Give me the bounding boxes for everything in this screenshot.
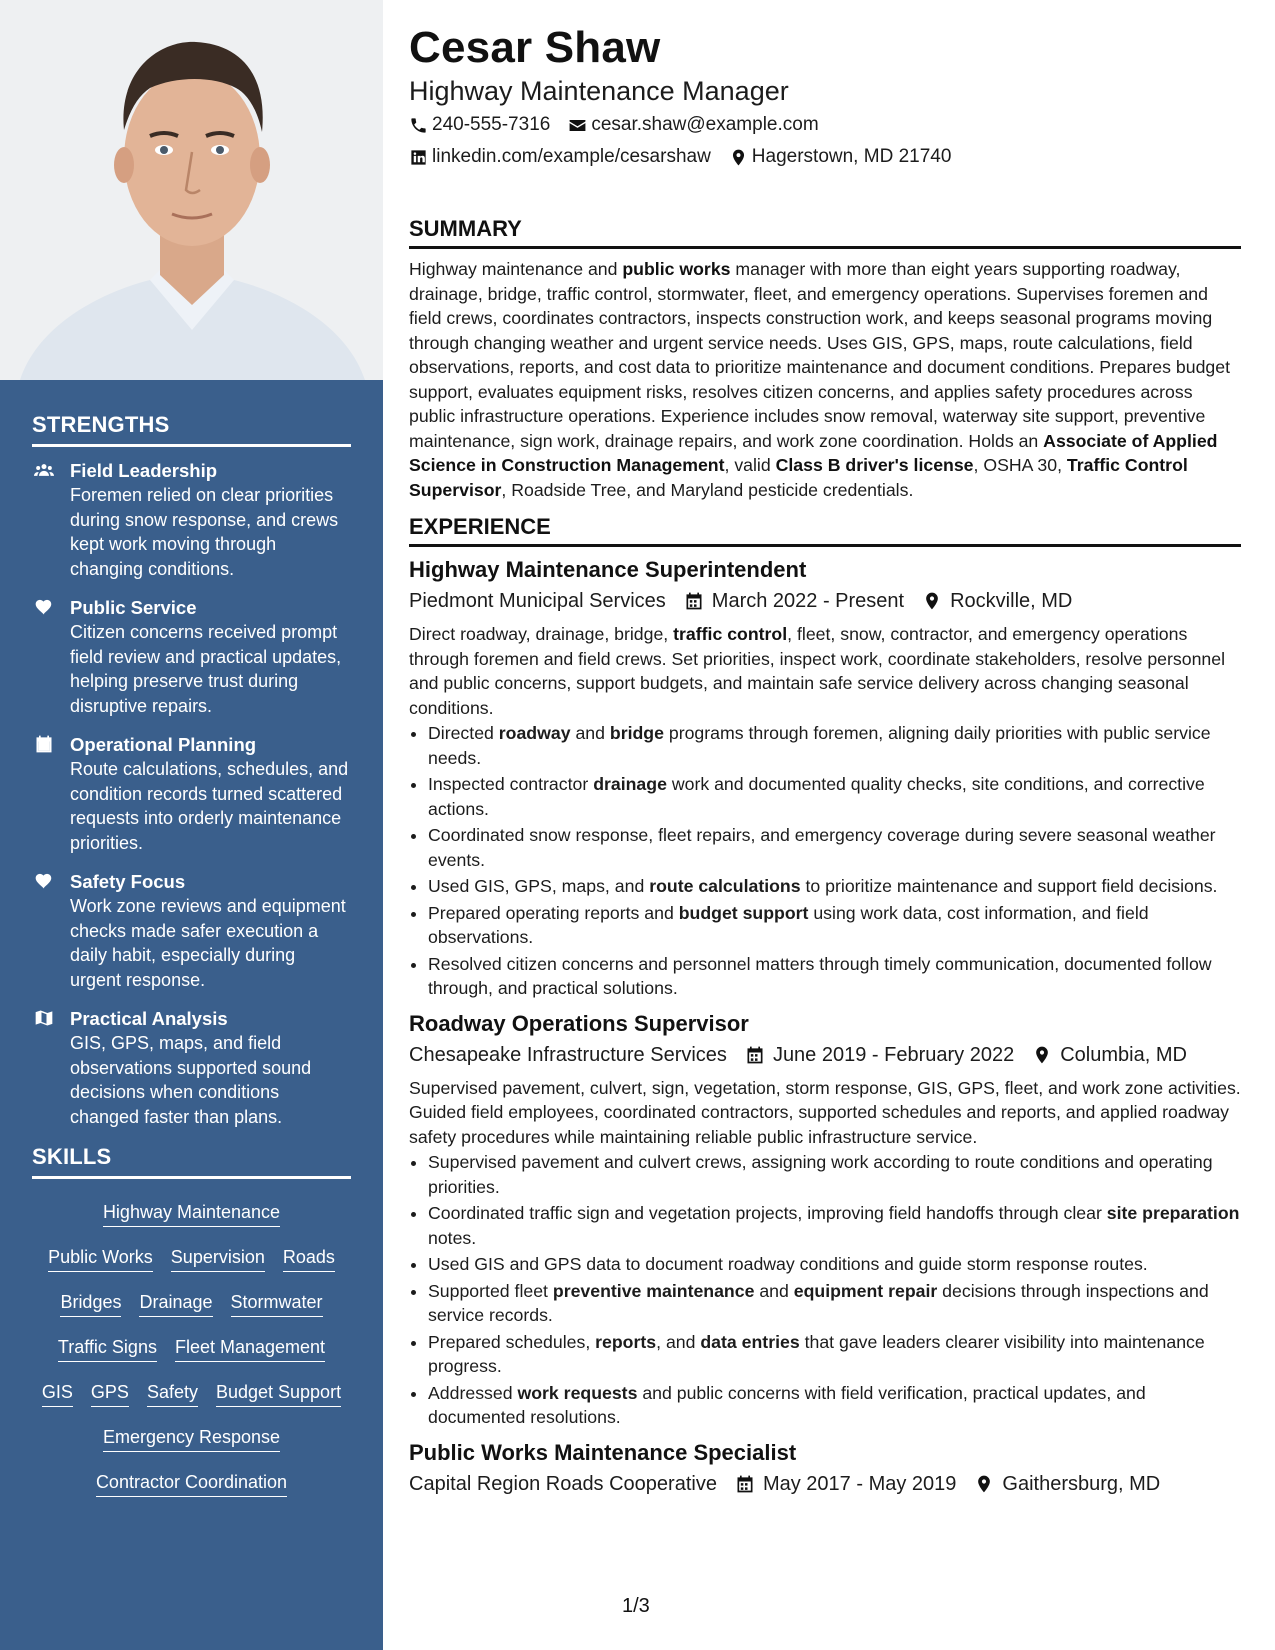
skill-tag: GPS: [91, 1380, 129, 1407]
skill-tag: Traffic Signs: [58, 1335, 157, 1362]
envelope-icon: [568, 116, 587, 135]
skill-tag: Drainage: [139, 1290, 212, 1317]
linkedin-icon: [409, 148, 428, 167]
text-run: and public concerns with field verification, practical updates, and documented resolutions.: [428, 1382, 1146, 1427]
skill-tag: Contractor Coordination: [96, 1470, 287, 1497]
text-run: using work data, cost information, and field observations.: [428, 902, 1149, 947]
bold-phrase: preventive maintenance: [552, 1280, 755, 1301]
strength-text: Foremen relied on clear priorities during snow response, and crews kept work moving through changing conditions.: [70, 485, 339, 579]
calendar-icon: [745, 1045, 765, 1065]
bullet-item: [428, 1252, 1241, 1277]
job-title: Roadway Operations Supervisor: [409, 1010, 749, 1036]
bold-phrase: equipment repair: [793, 1280, 938, 1301]
strength-text: Work zone reviews and equipment checks made safer execution a daily habit, especially during urgent response.: [70, 896, 346, 990]
job-description: [409, 622, 1241, 720]
job-location: [1032, 1039, 1187, 1071]
bold-phrase: traffic control: [673, 624, 788, 644]
job-location: [922, 585, 1072, 617]
bold-phrase: reports: [595, 1331, 657, 1352]
bold-phrase: drainage: [593, 774, 667, 794]
skill-tag: Safety: [147, 1380, 198, 1407]
contact-row-2: [409, 142, 1241, 172]
bullet-item: [428, 1150, 1241, 1199]
strength-body: [70, 733, 351, 855]
job-entry: [409, 1009, 1241, 1430]
text-run: Supported fleet: [428, 1280, 553, 1301]
strength-body: [70, 596, 351, 718]
job-bullets: [428, 721, 1241, 1001]
map-pin-icon: [922, 591, 942, 611]
bold-phrase: Associate of Applied Science in Construction Management: [409, 430, 1218, 475]
map-pin-icon: [1032, 1045, 1052, 1065]
bullet-item: [428, 901, 1241, 950]
calendar-icon: [684, 591, 704, 611]
bullet-item: [428, 721, 1241, 770]
skill-tag: Highway Maintenance: [103, 1200, 280, 1227]
job-meta: [409, 1468, 1241, 1500]
skill-tag: Public Works: [48, 1245, 153, 1272]
email-text: cesar.shaw@example.com: [591, 114, 819, 135]
job-entry: [409, 1438, 1241, 1500]
text-run: Used GIS and GPS data to document roadway conditions and guide storm response routes.: [428, 1254, 1148, 1274]
strength-title: Operational Planning: [70, 734, 257, 755]
phone-icon: [409, 116, 428, 135]
map-pin-icon: [729, 148, 748, 167]
job-company: Piedmont Municipal Services: [409, 590, 666, 612]
bold-phrase: data entries: [700, 1331, 800, 1352]
strength-title: Field Leadership: [70, 460, 218, 481]
strength-text: Route calculations, schedules, and condition records turned scattered requests into orderly maintenance priorities.: [70, 759, 349, 853]
text-run: Coordinated traffic sign and vegetation projects, improving field handoffs through clear: [428, 1203, 1107, 1223]
skills-heading: SKILLS: [32, 1144, 351, 1179]
text-run: and: [570, 723, 610, 743]
candidate-name: Cesar Shaw: [409, 23, 661, 72]
job-description: [409, 1076, 1241, 1150]
map-icon: [32, 1008, 56, 1030]
skill-tag: Stormwater: [231, 1290, 323, 1317]
linkedin-text: linkedin.com/example/cesarshaw: [432, 146, 711, 167]
bold-phrase: work requests: [517, 1382, 638, 1403]
text-run: Supervised pavement and culvert crews, assigning work according to route conditions and operating priorities.: [428, 1152, 1213, 1197]
text-run: manager with more than eight years supporting roadway, drainage, bridge, traffic control, stormwater, fleet, and emergency operations. Supervises foremen and field crews, coordinates contractors, inspects construction work, and keeps seasonal programs moving through changing weather and urgent service needs. Uses GIS, GPS, maps, route calculations, field observations, reports, and cost data to prioritize maintenance and document conditions. Prepares budget support, evaluates equipment risks, resolves citizen concerns, and applies safety procedures across public infrastructure operations. Experience includes snow removal, waterway site support, preventive maintenance, sign work, drainage repairs, and work zone coordination. Holds an: [409, 259, 1230, 451]
heart-icon: [32, 871, 56, 893]
summary-heading: SUMMARY: [409, 216, 1241, 249]
strength-item: [32, 459, 351, 581]
job-dates: [684, 585, 904, 617]
skill-tag: Fleet Management: [175, 1335, 325, 1362]
heart-icon: [32, 597, 56, 619]
job-location-text: Gaithersburg, MD: [1002, 1472, 1161, 1495]
job-dates: [735, 1468, 956, 1500]
skills-list: [32, 1191, 351, 1508]
email-contact[interactable]: [568, 110, 818, 140]
text-run: Direct roadway, drainage, bridge,: [409, 624, 674, 644]
skill-tag: Supervision: [171, 1245, 265, 1272]
candidate-role: Highway Maintenance Manager: [409, 76, 789, 106]
text-run: that gave leaders clearer visibility into maintenance progress.: [428, 1331, 1205, 1376]
group-icon: [32, 460, 56, 482]
strengths-list: [32, 459, 351, 1129]
skill-tag: GIS: [42, 1380, 73, 1407]
skill-tag: Emergency Response: [103, 1425, 280, 1452]
strength-text: GIS, GPS, maps, and field observations supported sound decisions when conditions changed faster than plans.: [70, 1033, 312, 1127]
text-run: and: [754, 1280, 794, 1301]
page-number: 1/3: [622, 1595, 650, 1617]
text-run: Coordinated snow response, fleet repairs, and emergency coverage during severe seasonal weather events.: [428, 825, 1216, 870]
summary-text: [409, 257, 1241, 502]
text-run: , OSHA 30,: [973, 455, 1067, 475]
bullet-item: [428, 1381, 1241, 1430]
job-meta: [409, 585, 1241, 617]
strength-item: [32, 596, 351, 718]
strength-title: Practical Analysis: [70, 1008, 228, 1029]
bold-phrase: site preparation: [1106, 1203, 1240, 1223]
bold-phrase: Class B driver's license: [775, 455, 974, 475]
job-location-text: Columbia, MD: [1060, 1043, 1187, 1066]
job-bullets: [428, 1150, 1241, 1430]
job-entry: [409, 555, 1241, 1001]
text-run: Prepared schedules,: [428, 1331, 596, 1352]
location-text: Hagerstown, MD 21740: [751, 146, 952, 167]
bold-phrase: budget support: [678, 902, 809, 923]
job-company: Capital Region Roads Cooperative: [409, 1472, 717, 1495]
text-run: Addressed: [428, 1382, 518, 1403]
bullet-item: [428, 874, 1241, 899]
text-run: work and documented quality checks, site conditions, and corrective actions.: [428, 774, 1205, 819]
text-run: Directed: [428, 723, 499, 743]
phone-text: 240-555-7316: [432, 114, 551, 135]
strength-body: [70, 870, 351, 992]
profile-photo: [0, 0, 383, 380]
text-run: , valid: [724, 455, 776, 475]
bullet-item: [428, 952, 1241, 1001]
strength-item: [32, 733, 351, 855]
phone-contact[interactable]: [409, 110, 550, 140]
job-location-text: Rockville, MD: [950, 590, 1073, 612]
text-run: Inspected contractor: [428, 774, 594, 794]
strength-body: [70, 1007, 351, 1129]
text-run: notes.: [428, 1227, 477, 1248]
text-run: Highway maintenance and: [409, 259, 623, 279]
text-run: , fleet, snow, contractor, and emergency operations through foremen and field crews. Set priorities, inspect work, coordinate stakeholders, resolve personnel and public concerns, support budgets, and maintain safe service delivery across changing seasonal conditions.: [409, 624, 1226, 718]
strength-title: Safety Focus: [70, 871, 186, 892]
skill-tag: Roads: [283, 1245, 335, 1272]
bold-phrase: roadway: [498, 723, 571, 743]
text-run: programs through foremen, aligning daily priorities with public service needs.: [428, 723, 1211, 768]
calendar-icon: [735, 1474, 755, 1494]
text-run: Prepared operating reports and: [428, 902, 679, 923]
text-run: Used GIS, GPS, maps, and: [428, 876, 650, 896]
strength-body: [70, 459, 351, 581]
linkedin-contact[interactable]: [409, 142, 711, 172]
job-title: Highway Maintenance Superintendent: [409, 557, 807, 582]
text-run: to prioritize maintenance and support field decisions.: [800, 876, 1218, 896]
location-contact: [729, 142, 952, 172]
job-location: [974, 1468, 1160, 1500]
experience-heading: EXPERIENCE: [409, 514, 1241, 547]
job-title: Public Works Maintenance Specialist: [409, 1439, 797, 1465]
sidebar: [0, 0, 383, 1650]
bullet-item: [428, 823, 1241, 872]
bold-phrase: route calculations: [649, 876, 801, 896]
text-run: , and: [656, 1331, 701, 1352]
job-dates-text: May 2017 - May 2019: [762, 1472, 957, 1495]
text-run: decisions through inspections and service records.: [428, 1280, 1209, 1325]
main-content: [409, 22, 1241, 1505]
calendar-icon: [32, 734, 56, 756]
text-run: , Roadside Tree, and Maryland pesticide credentials.: [501, 479, 914, 500]
bullet-item: [428, 1201, 1241, 1250]
bold-phrase: bridge: [609, 723, 664, 743]
text-run: Resolved citizen concerns and personnel matters through timely communication, documented follow through, and practical solutions.: [428, 953, 1212, 998]
job-dates-text: June 2019 - February 2022: [772, 1043, 1015, 1066]
job-meta: [409, 1039, 1241, 1071]
job-company: Chesapeake Infrastructure Services: [409, 1043, 727, 1066]
bold-phrase: public works: [622, 259, 731, 279]
sidebar-content: [32, 412, 351, 1508]
bullet-item: [428, 1330, 1241, 1379]
strength-item: [32, 1007, 351, 1129]
bullet-item: [428, 772, 1241, 821]
skill-tag: Bridges: [60, 1290, 121, 1317]
strength-text: Citizen concerns received prompt field review and practical updates, helping preserve trust during disruptive repairs.: [70, 622, 342, 716]
map-pin-icon: [974, 1474, 994, 1494]
job-dates: [745, 1039, 1014, 1071]
contact-row-1: [409, 110, 1241, 140]
experience-list: [409, 555, 1241, 1500]
text-run: Supervised pavement, culvert, sign, vegetation, storm response, GIS, GPS, fleet, and work zone activities. Guided field employees, coordinated contractors, supported schedules and reports, and applied roadway safety procedures while maintaining reliable public infrastructure service.: [409, 1077, 1241, 1147]
strength-title: Public Service: [70, 597, 197, 618]
strength-item: [32, 870, 351, 992]
bullet-item: [428, 1279, 1241, 1328]
job-dates-text: March 2022 - Present: [711, 590, 905, 612]
strengths-heading: STRENGTHS: [32, 412, 351, 447]
skill-tag: Budget Support: [216, 1380, 341, 1407]
bold-phrase: Traffic Control Supervisor: [409, 455, 1188, 500]
